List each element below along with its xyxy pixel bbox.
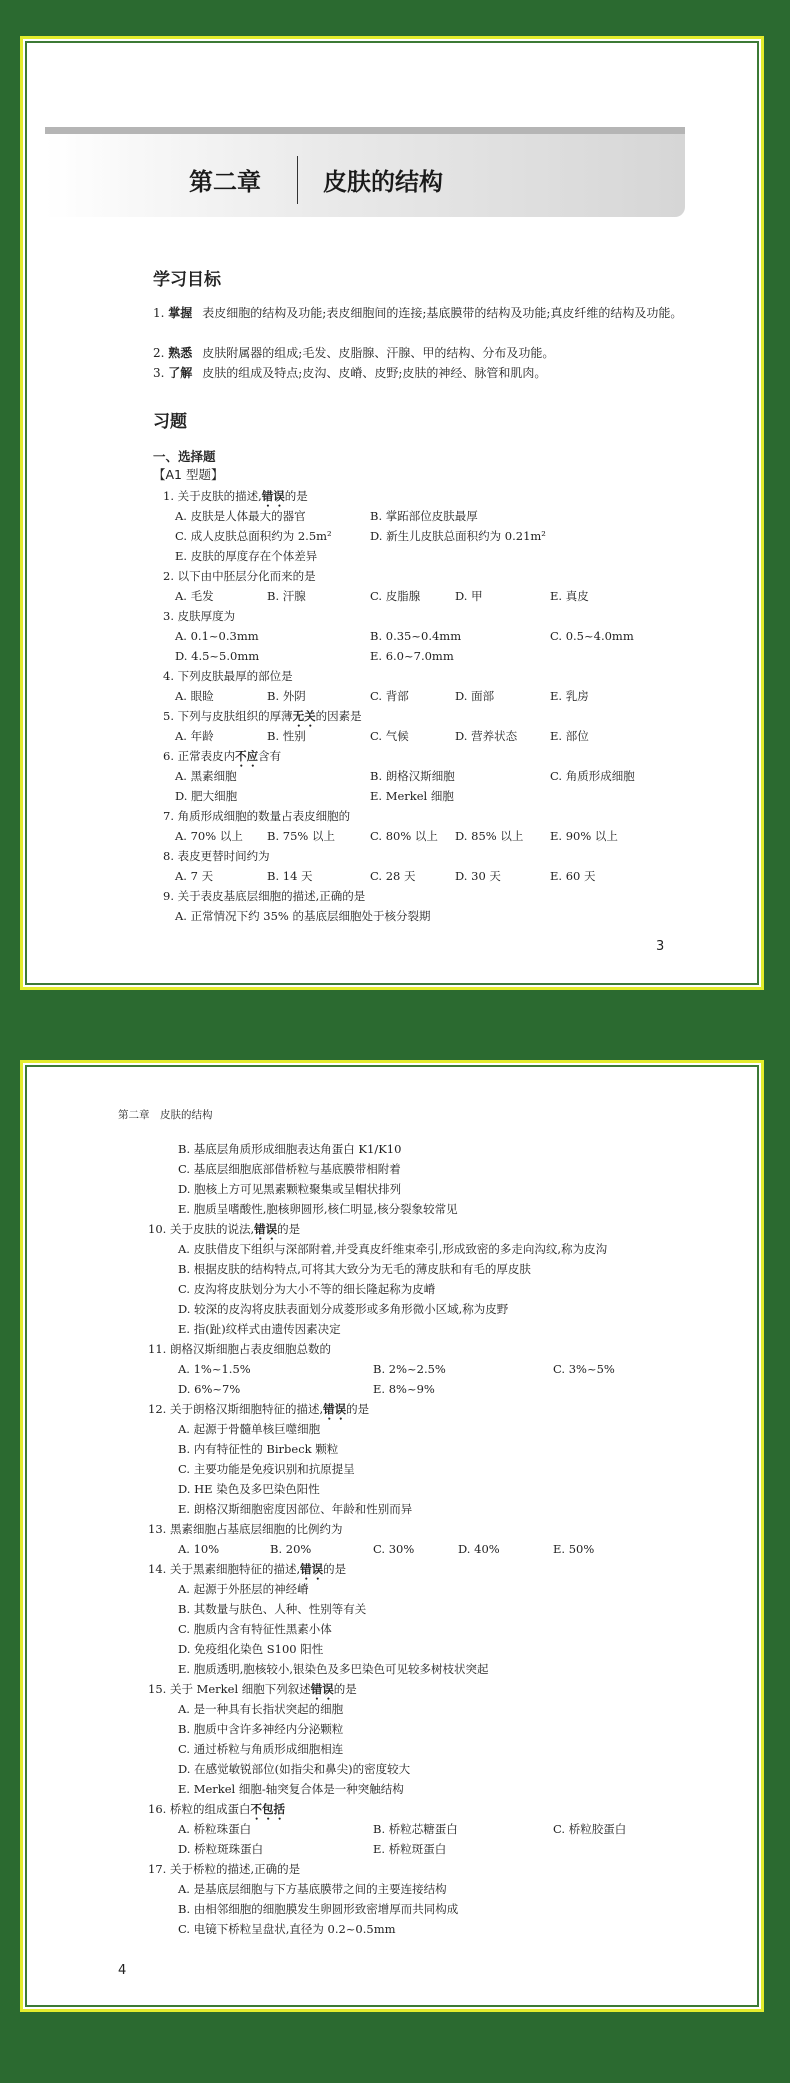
option: D. 在感觉敏锐部位(如指尖和鼻尖)的密度较大	[178, 1762, 411, 1776]
option-row	[178, 1359, 708, 1379]
option: A. 0.1~0.3mm	[175, 629, 259, 643]
option: B. 75% 以上	[267, 829, 335, 843]
stem-emphasis: 错误	[310, 1682, 334, 1696]
running-head: 第二章 皮肤的结构	[118, 1109, 213, 1121]
option-row	[175, 826, 703, 846]
option-row	[175, 546, 703, 566]
stem-text: 2. 以下由中胚层分化而来的是	[163, 569, 316, 583]
stem-text: 的因素是	[315, 709, 362, 723]
stem-emphasis: 错误	[323, 1402, 347, 1416]
option: A. 1%~1.5%	[178, 1362, 251, 1376]
option: A. 是基底层细胞与下方基底膜带之间的主要连接结构	[178, 1882, 447, 1896]
option: C. 皮脂腺	[370, 589, 421, 603]
option: A. 黑素细胞	[175, 769, 237, 783]
option: B. 14 天	[267, 869, 313, 883]
stem-text: 的是	[346, 1402, 370, 1416]
question-stem	[163, 486, 703, 506]
objective-text: 表皮细胞的结构及功能;表皮细胞间的连接;基底膜带的结构及功能;真皮纤维的结构及功能。	[202, 306, 683, 320]
option: C. 主要功能是免疫识别和抗原提呈	[178, 1462, 355, 1476]
objective-num: 1.	[153, 306, 165, 320]
option: D. 新生儿皮肤总面积约为 0.21m²	[370, 529, 546, 543]
question-stem	[163, 806, 703, 826]
option: B. 2%~2.5%	[373, 1362, 446, 1376]
stem-text: 1. 关于皮肤的描述,	[163, 489, 262, 503]
objective-key: 了解	[168, 366, 193, 380]
stem-text: 15. 关于 Merkel 细胞下列叙述	[148, 1682, 311, 1696]
option: B. 汗腺	[267, 589, 306, 603]
question-list-page4	[148, 1139, 708, 1939]
question-stem	[163, 666, 703, 686]
stem-text: 12. 关于朗格汉斯细胞特征的描述,	[148, 1402, 324, 1416]
option: B. 内有特征性的 Birbeck 颗粒	[178, 1442, 339, 1456]
option: D. 胞核上方可见黑素颗粒聚集或呈帽状排列	[178, 1182, 402, 1196]
objective-2	[153, 343, 683, 363]
option: E. 桥粒斑蛋白	[373, 1842, 447, 1856]
question-stem	[148, 1519, 708, 1539]
option-row	[175, 906, 703, 926]
page-4	[20, 1060, 764, 2012]
chapter-title: 皮肤的结构	[323, 168, 443, 196]
objectives-heading: 学习目标	[153, 270, 221, 290]
option-row	[175, 686, 703, 706]
option: B. 其数量与肤色、人种、性别等有关	[178, 1602, 367, 1616]
objective-num: 2.	[153, 346, 165, 360]
option: D. 30 天	[455, 869, 501, 883]
option: D. 肥大细胞	[175, 789, 238, 803]
option: D. 营养状态	[455, 729, 518, 743]
option: B. 根据皮肤的结构特点,可将其大致分为无毛的薄皮肤和有毛的厚皮肤	[178, 1262, 531, 1276]
option: C. 80% 以上	[370, 829, 438, 843]
option: A. 起源于外胚层的神经嵴	[178, 1582, 309, 1596]
option: B. 桥粒芯糖蛋白	[373, 1822, 458, 1836]
option: C. 桥粒胶蛋白	[553, 1822, 627, 1836]
stem-text: 6. 正常表皮内	[163, 749, 236, 763]
option: B. 掌跖部位皮肤最厚	[370, 509, 478, 523]
option-row	[178, 1819, 708, 1839]
option: A. 皮肤是人体最大的器官	[175, 509, 306, 523]
objective-text: 皮肤附属器的组成;毛发、皮脂腺、汗腺、甲的结构、分布及功能。	[202, 346, 555, 360]
option: C. 28 天	[370, 869, 416, 883]
option: B. 20%	[270, 1542, 312, 1556]
option-row	[175, 726, 703, 746]
page-number: 3	[656, 939, 665, 954]
option: D. 4.5~5.0mm	[175, 649, 260, 663]
option: D. HE 染色及多巴染色阳性	[178, 1482, 320, 1496]
chapter-banner	[45, 127, 685, 217]
question-stem	[163, 846, 703, 866]
option-row	[175, 786, 703, 806]
option: B. 朗格汉斯细胞	[370, 769, 455, 783]
option: E. 90% 以上	[550, 829, 618, 843]
option: D. 免疫组化染色 S100 阳性	[178, 1642, 324, 1656]
objective-key: 熟悉	[168, 346, 193, 360]
option: D. 面部	[455, 689, 495, 703]
stem-text: 的是	[284, 489, 308, 503]
option-row	[175, 626, 703, 646]
option: E. 乳房	[550, 689, 589, 703]
option: B. 外阴	[267, 689, 306, 703]
option: B. 基底层角质形成细胞表达角蛋白 K1/K10	[178, 1142, 402, 1156]
stem-text: 11. 朗格汉斯细胞占表皮细胞总数的	[148, 1342, 331, 1356]
stem-emphasis: 不应	[235, 749, 259, 763]
option: D. 6%~7%	[178, 1382, 241, 1396]
option: E. 指(趾)纹样式由遗传因素决定	[178, 1322, 341, 1336]
option: A. 起源于骨髓单核巨噬细胞	[178, 1422, 321, 1436]
stem-emphasis: 不包括	[250, 1802, 285, 1816]
option-row	[178, 1539, 708, 1559]
option-row	[175, 526, 703, 546]
question-stem	[148, 1679, 708, 1699]
option-row	[175, 506, 703, 526]
option: A. 是一种具有长指状突起的细胞	[178, 1702, 344, 1716]
option: E. 8%~9%	[373, 1382, 435, 1396]
option: E. 胞质透明,胞核较小,银染色及多巴染色可见较多树枝状突起	[178, 1662, 489, 1676]
stem-emphasis: 错误	[254, 1222, 278, 1236]
page-number: 4	[118, 1963, 127, 1978]
question-stem	[148, 1559, 708, 1579]
stem-text: 7. 角质形成细胞的数量占表皮细胞的	[163, 809, 351, 823]
option: D. 桥粒斑珠蛋白	[178, 1842, 264, 1856]
question-stem	[148, 1399, 708, 1419]
option: D. 85% 以上	[455, 829, 524, 843]
exercise-heading: 习题	[153, 412, 187, 432]
stem-text: 17. 关于桥粒的描述,正确的是	[148, 1862, 301, 1876]
stem-text: 的是	[277, 1222, 301, 1236]
option: E. 6.0~7.0mm	[370, 649, 454, 663]
option: A. 10%	[178, 1542, 220, 1556]
objective-text: 皮肤的组成及特点;皮沟、皮嵴、皮野;皮肤的神经、脉管和肌肉。	[202, 366, 547, 380]
option: C. 0.5~4.0mm	[550, 629, 634, 643]
page-3	[20, 36, 764, 990]
option: C. 通过桥粒与角质形成细胞相连	[178, 1742, 344, 1756]
option: C. 角质形成细胞	[550, 769, 635, 783]
question-stem	[163, 706, 703, 726]
stem-text: 5. 下列与皮肤组织的厚薄	[163, 709, 293, 723]
stem-text: 9. 关于表皮基底层细胞的描述,正确的是	[163, 889, 366, 903]
question-stem	[148, 1219, 708, 1239]
option: A. 眼睑	[175, 689, 214, 703]
stem-emphasis: 错误	[261, 489, 285, 503]
stem-text: 10. 关于皮肤的说法,	[148, 1222, 255, 1236]
option: E. Merkel 细胞	[370, 789, 454, 803]
option: D. 甲	[455, 589, 483, 603]
option: E. 皮肤的厚度存在个体差异	[175, 549, 318, 563]
option: B. 性别	[267, 729, 306, 743]
option: D. 较深的皮沟将皮肤表面划分成菱形或多角形微小区域,称为皮野	[178, 1302, 509, 1316]
stem-text: 4. 下列皮肤最厚的部位是	[163, 669, 293, 683]
option-row	[175, 766, 703, 786]
stem-text: 13. 黑素细胞占基底层细胞的比例约为	[148, 1522, 343, 1536]
objective-1	[153, 303, 683, 323]
question-stem	[148, 1339, 708, 1359]
option: C. 背部	[370, 689, 409, 703]
section-heading: 一、选择题	[153, 449, 216, 464]
option: E. 真皮	[550, 589, 589, 603]
option-row	[178, 1379, 708, 1399]
option: E. 50%	[553, 1542, 595, 1556]
stem-text: 的是	[333, 1682, 357, 1696]
option: E. 胞质呈嗜酸性,胞核卵圆形,核仁明显,核分裂象较常见	[178, 1202, 458, 1216]
question-stem	[163, 606, 703, 626]
option: C. 成人皮肤总面积约为 2.5m²	[175, 529, 332, 543]
stem-text: 3. 皮肤厚度为	[163, 609, 236, 623]
question-stem	[148, 1859, 708, 1879]
option: E. Merkel 细胞-轴突复合体是一种突触结构	[178, 1782, 404, 1796]
option: A. 正常情况下约 35% 的基底层细胞处于核分裂期	[175, 909, 431, 923]
objective-3	[153, 363, 683, 383]
option: A. 皮肤借皮下组织与深部附着,并受真皮纤维束牵引,形成致密的多走向沟纹,称为皮沟	[178, 1242, 608, 1256]
option: C. 基底层细胞底部借桥粒与基底膜带相附着	[178, 1162, 401, 1176]
stem-text: 8. 表皮更替时间约为	[163, 849, 270, 863]
option-row	[178, 1839, 708, 1859]
option: C. 气候	[370, 729, 409, 743]
stem-text: 的是	[323, 1562, 347, 1576]
question-type-label: 【A1 型题】	[153, 467, 224, 482]
option: A. 桥粒珠蛋白	[178, 1822, 252, 1836]
question-stem	[163, 886, 703, 906]
option: A. 70% 以上	[175, 829, 243, 843]
stem-emphasis: 错误	[300, 1562, 324, 1576]
stem-emphasis: 无关	[292, 709, 316, 723]
option: E. 部位	[550, 729, 589, 743]
banner-divider	[297, 156, 298, 204]
option-row	[175, 866, 703, 886]
option: A. 7 天	[175, 869, 214, 883]
option: C. 电镜下桥粒呈盘状,直径为 0.2~0.5mm	[178, 1922, 396, 1936]
question-stem	[163, 746, 703, 766]
question-list-page3	[163, 486, 703, 926]
option: D. 40%	[458, 1542, 500, 1556]
option: B. 0.35~0.4mm	[370, 629, 462, 643]
question-stem	[148, 1799, 708, 1819]
stem-text: 含有	[258, 749, 282, 763]
objective-key: 掌握	[168, 306, 193, 320]
option: E. 朗格汉斯细胞密度因部位、年龄和性别而异	[178, 1502, 413, 1516]
option: C. 皮沟将皮肤划分为大小不等的细长隆起称为皮嵴	[178, 1282, 436, 1296]
option: A. 年龄	[175, 729, 214, 743]
objective-num: 3.	[153, 366, 165, 380]
option: A. 毛发	[175, 589, 214, 603]
option-row	[175, 586, 703, 606]
option: B. 胞质中含许多神经内分泌颗粒	[178, 1722, 344, 1736]
stem-text: 16. 桥粒的组成蛋白	[148, 1802, 251, 1816]
stem-text: 14. 关于黑素细胞特征的描述,	[148, 1562, 301, 1576]
option: E. 60 天	[550, 869, 596, 883]
option: C. 30%	[373, 1542, 415, 1556]
option: C. 胞质内含有特征性黑素小体	[178, 1622, 332, 1636]
option: B. 由相邻细胞的细胞膜发生卵圆形致密增厚而共同构成	[178, 1902, 459, 1916]
chapter-number: 第二章	[189, 168, 261, 196]
option: C. 3%~5%	[553, 1362, 615, 1376]
question-stem	[163, 566, 703, 586]
option-row	[175, 646, 703, 666]
